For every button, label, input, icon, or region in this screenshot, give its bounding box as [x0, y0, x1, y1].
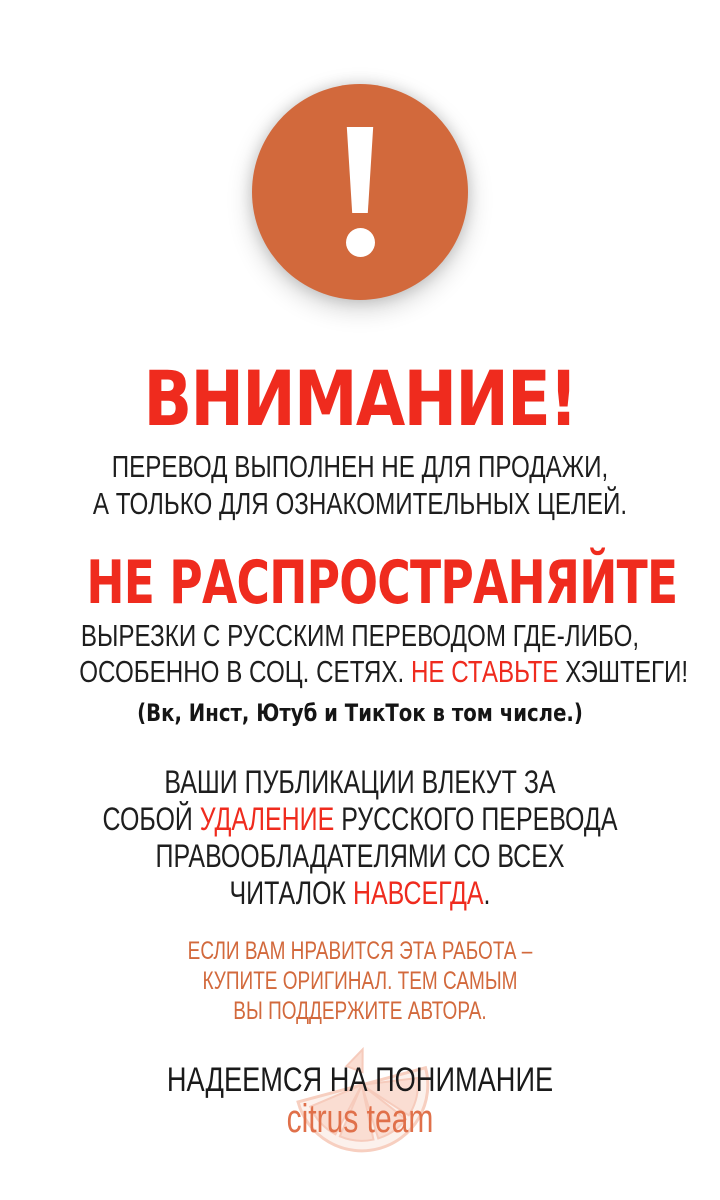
- prohibition-line-2: [79, 654, 689, 690]
- team-name-text: citrus team: [286, 1097, 434, 1141]
- support-author-paragraph: [0, 936, 720, 1026]
- forever-highlight: НАВСЕГДА: [352, 875, 484, 911]
- prohibition-line-2-pre: ОСОБЕННО В СОЦ. СЕТЯХ.: [79, 654, 411, 689]
- prohibition-line-2-post: ХЭШТЕГИ!: [558, 654, 689, 689]
- exclamation-dot-icon: [346, 228, 375, 257]
- consequences-line-2: [79, 801, 641, 838]
- purpose-line-1: ПЕРЕВОД ВЫПОЛНЕН НЕ ДЛЯ ПРОДАЖИ,: [111, 449, 609, 484]
- prohibition-paragraph: [0, 618, 720, 690]
- do-not-distribute-headline: [0, 550, 720, 616]
- closing-text: НАДЕЕМСЯ НА ПОНИМАНИЕ: [166, 1061, 554, 1099]
- social-networks-note: [0, 698, 720, 728]
- purpose-line-2: А ТОЛЬКО ДЛЯ ОЗНАКОМИТЕЛЬНЫХ ЦЕЛЕЙ.: [92, 486, 628, 521]
- attention-headline-text: ВНИМАНИЕ!: [143, 354, 577, 443]
- deletion-highlight: УДАЛЕНИЕ: [199, 801, 335, 837]
- social-networks-note-text: (Вк, Инст, Ютуб и ТикТок в том числе.): [137, 699, 583, 727]
- attention-headline: [0, 354, 720, 443]
- support-line-3: ВЫ ПОДДЕРЖИТЕ АВТОРА.: [233, 997, 487, 1025]
- consequences-line-2-post: РУССКОГО ПЕРЕВОДА: [334, 801, 618, 837]
- alert-circle: [252, 84, 468, 300]
- purpose-paragraph: [0, 448, 720, 522]
- support-line-2: КУПИТЕ ОРИГИНАЛ. ТЕМ САМЫМ: [202, 967, 518, 995]
- consequences-line-1: ВАШИ ПУБЛИКАЦИИ ВЛЕКУТ ЗА: [164, 764, 556, 800]
- exclamation-icon: [345, 127, 375, 213]
- do-not-distribute-text: НЕ РАСПРОСТРАНЯЙТЕ: [86, 548, 678, 618]
- consequences-line-2-pre: СОБОЙ: [102, 801, 200, 837]
- consequences-line-3: ПРАВООБЛАДАТЕЛЯМИ СО ВСЕХ: [155, 838, 565, 874]
- support-line-1: ЕСЛИ ВАМ НРАВИТСЯ ЭТА РАБОТА –: [187, 937, 533, 965]
- consequences-line-4-pre: ЧИТАЛОК: [229, 875, 353, 911]
- consequences-line-4: [79, 875, 641, 912]
- team-name: [0, 1096, 720, 1142]
- consequences-paragraph: [0, 764, 720, 912]
- no-hashtags-highlight: НЕ СТАВЬТЕ: [410, 654, 559, 689]
- consequences-line-4-post: .: [483, 875, 491, 911]
- prohibition-line-1: ВЫРЕЗКИ С РУССКИМ ПЕРЕВОДОМ ГДЕ-ЛИБО,: [80, 618, 640, 653]
- closing-line: [0, 1060, 720, 1100]
